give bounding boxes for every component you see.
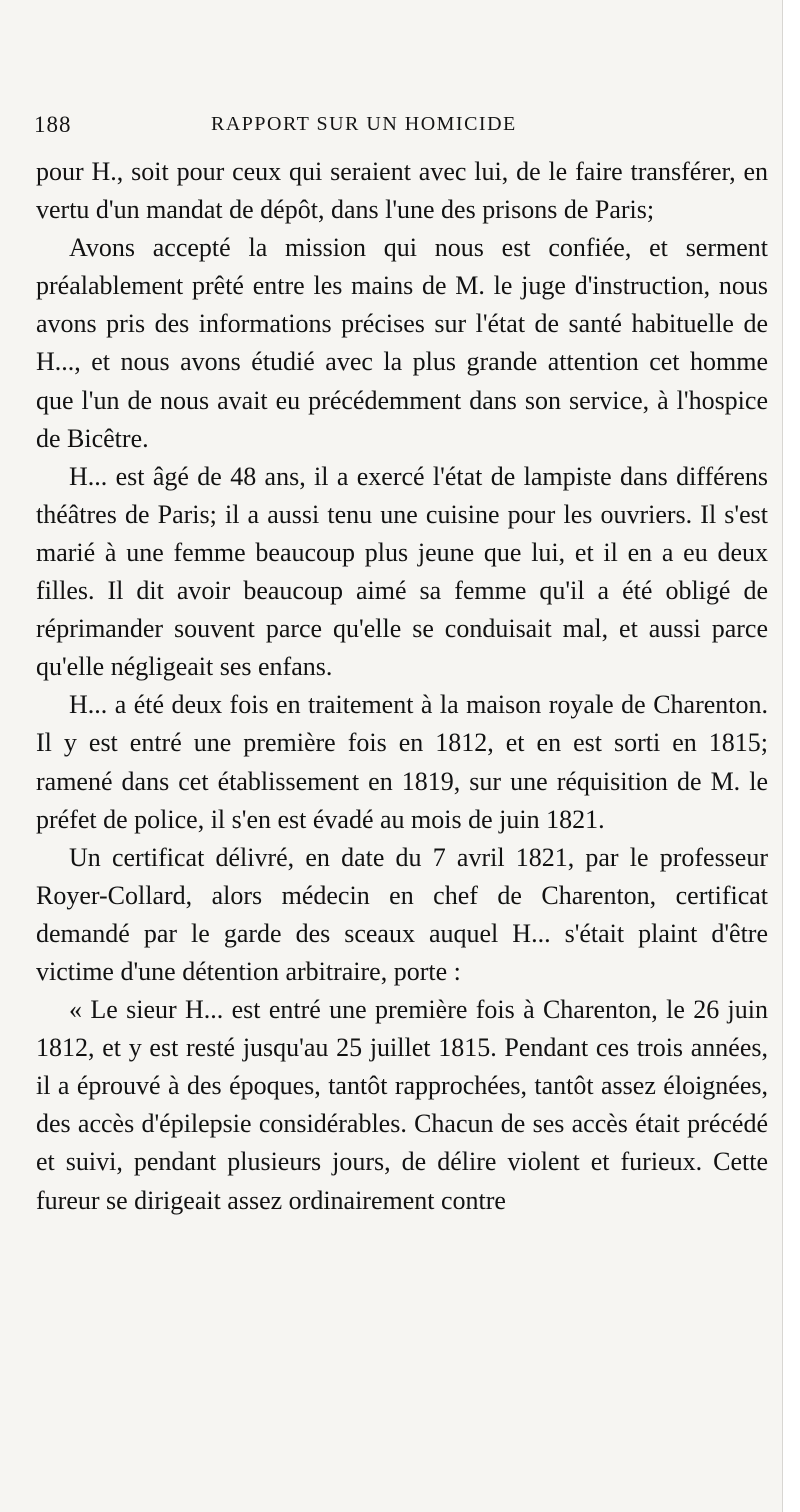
paragraph-charenton-stays: H... a été deux fois en traitement à la maison royale de Charenton. Il y est entré une première fois en 1812, et en est sorti en 1815; ramené dans cet établissement en 1819, sur une réquisition de M. le préfet de police, il s'en est évadé au mois de juin 1821. bbox=[36, 690, 768, 834]
paragraph-biography: H... est âgé de 48 ans, il a exercé l'état de lampiste dans différens théâtres de Paris; il a aussi tenu une cuisine pour les ouvriers. Il s'est marié à une femme beaucoup plus jeune que lui, et il en a eu deux filles. Il dit avoir beaucoup aimé sa femme qu'il a été obligé de réprimander souvent parce qu'elle se conduisait mal, et aussi parce qu'elle négligeait ses enfans. bbox=[36, 461, 768, 682]
running-head: RAPPORT SUR UN HOMICIDE bbox=[211, 113, 517, 135]
page-number: 188 bbox=[34, 112, 72, 137]
paragraph-certificate-quote: « Le sieur H... est entré une première fois à Charenton, le 26 juin 1812, et y est resté jusqu'au 25 juillet 1815. Pendant ces trois années, il a éprouvé à des époques, tantôt rapprochées, tantôt assez éloignées, des accès d'épilepsie considérables. Chacun de ses accès était précédé et suivi, pendant plusieurs jours, de délire violent et furieux. Cette fureur se dirigeait assez ordinairement contre bbox=[36, 995, 768, 1215]
body-text bbox=[36, 153, 768, 1220]
paragraph-certificate: Un certificat délivré, en date du 7 avril 1821, par le professeur Royer-Collard, alors médecin en chef de Charenton, certificat demandé par le garde des sceaux auquel H... s'était plaint d'être victime d'une détention arbitraire, porte : bbox=[36, 842, 768, 986]
paragraph-continuation: pour H., soit pour ceux qui seraient avec lui, de le faire transférer, en vertu d'un mandat de dépôt, dans l'une des prisons de Paris; bbox=[36, 157, 768, 225]
page-edge bbox=[782, 0, 800, 1512]
page-header bbox=[34, 112, 766, 146]
paragraph-mission-accepted: Avons accepté la mission qui nous est confiée, et serment préalablement prêté entre les mains de M. le juge d'instruction, nous avons pris des informations précises sur l'état de santé habituelle de H..., et nous avons étudié avec la plus grande attention cet homme que l'un de nous avait eu précédemment dans son service, à l'hospice de Bicêtre. bbox=[36, 233, 768, 453]
